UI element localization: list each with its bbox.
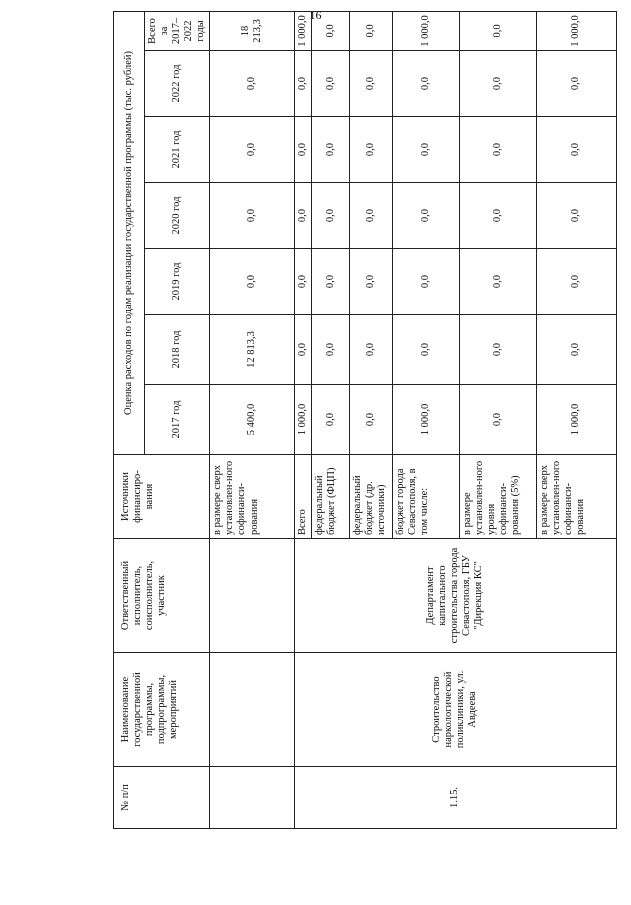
header-total: Всего за 2017–2022 годы xyxy=(145,11,210,50)
value-cell: 1 000,0 xyxy=(294,11,312,50)
value-cell: 0,0 xyxy=(312,385,350,455)
value-cell: 0,0 xyxy=(210,249,294,315)
rotated-table-wrapper xyxy=(113,12,617,829)
value-cell: 1 000,0 xyxy=(392,385,459,455)
item-responsible-org: ГБУ "Дирекция КС" xyxy=(461,555,485,630)
num-cell-empty xyxy=(210,767,294,829)
header-year-2022: 2022 год xyxy=(145,51,210,117)
value-cell: 0,0 xyxy=(350,385,392,455)
source-cell: Всего xyxy=(294,455,312,539)
value-cell: 0,0 xyxy=(350,117,392,183)
value-cell: 0,0 xyxy=(210,117,294,183)
header-source: Источники финансиро-вания xyxy=(114,455,210,539)
value-cell: 0,0 xyxy=(312,315,350,385)
page-number: 16 xyxy=(309,8,322,22)
value-cell: 0,0 xyxy=(350,11,392,50)
value-cell: 0,0 xyxy=(312,117,350,183)
name-cell-empty xyxy=(210,653,294,767)
item-num: 1.15. xyxy=(294,767,616,829)
budget-table xyxy=(113,11,617,829)
item-responsible xyxy=(294,539,616,653)
value-cell: 18 213,3 xyxy=(210,11,294,50)
value-cell: 0,0 xyxy=(294,249,312,315)
value-cell: 0,0 xyxy=(536,51,616,117)
value-cell: 1 000,0 xyxy=(392,11,459,50)
value-cell: 0,0 xyxy=(392,117,459,183)
value-cell: 1 000,0 xyxy=(536,11,616,50)
source-cell: федеральный бюджет (др. источники) xyxy=(350,455,392,539)
value-cell: 0,0 xyxy=(210,183,294,249)
value-cell: 0,0 xyxy=(312,51,350,117)
value-cell: 0,0 xyxy=(392,51,459,117)
header-name: Наименование государственной программы, подпрограммы, мероприятий xyxy=(114,653,210,767)
value-cell: 12 813,3 xyxy=(210,315,294,385)
value-cell: 0,0 xyxy=(459,315,536,385)
value-cell: 1 000,0 xyxy=(536,385,616,455)
item-name: Строительство наркологической поликлиники, ул. Авдеева xyxy=(294,653,616,767)
value-cell: 0,0 xyxy=(459,11,536,50)
responsible-cell-empty xyxy=(210,539,294,653)
value-cell: 0,0 xyxy=(459,249,536,315)
header-year-2018: 2018 год xyxy=(145,315,210,385)
value-cell: 0,0 xyxy=(392,183,459,249)
value-cell: 0,0 xyxy=(210,51,294,117)
source-cell: в размере сверх установлен-ного софинанси-рования xyxy=(210,455,294,539)
value-cell: 0,0 xyxy=(294,183,312,249)
value-cell: 0,0 xyxy=(536,249,616,315)
value-cell: 0,0 xyxy=(312,249,350,315)
value-cell: 0,0 xyxy=(459,385,536,455)
source-cell: бюджет города Севастополя, в том числе: xyxy=(392,455,459,539)
value-cell: 0,0 xyxy=(350,315,392,385)
value-cell: 0,0 xyxy=(312,183,350,249)
header-num: № п/п xyxy=(114,767,210,829)
value-cell: 0,0 xyxy=(459,51,536,117)
header-year-2019: 2019 год xyxy=(145,249,210,315)
value-cell: 0,0 xyxy=(392,249,459,315)
source-cell: в размере сверх установлен-ного софинанси-рования xyxy=(536,455,616,539)
value-cell: 0,0 xyxy=(536,183,616,249)
header-year-2021: 2021 год xyxy=(145,117,210,183)
value-cell: 1 000,0 xyxy=(294,385,312,455)
table-row xyxy=(294,11,312,828)
value-cell: 5 400,0 xyxy=(210,385,294,455)
value-cell: 0,0 xyxy=(294,51,312,117)
item-responsible-dept: Департамент капитального строительства города Севастополя, xyxy=(425,547,473,644)
value-cell: 0,0 xyxy=(459,117,536,183)
value-cell: 0,0 xyxy=(350,249,392,315)
value-cell: 0,0 xyxy=(350,51,392,117)
value-cell: 0,0 xyxy=(294,117,312,183)
header-responsible: Ответственный исполнитель, соисполнитель, участник xyxy=(114,539,210,653)
value-cell: 0,0 xyxy=(536,117,616,183)
value-cell: 0,0 xyxy=(536,315,616,385)
value-cell: 0,0 xyxy=(350,183,392,249)
header-year-2017: 2017 год xyxy=(145,385,210,455)
value-cell: 0,0 xyxy=(312,11,350,50)
header-estimate-group: Оценка расходов по годам реализации государственной программы (тыс. рублей) xyxy=(114,11,145,454)
table-row xyxy=(210,11,294,828)
source-cell: федеральный бюджет (ФЦП) xyxy=(312,455,350,539)
source-cell: в размере установлен-ного уровня софинанси-рования (5%) xyxy=(459,455,536,539)
value-cell: 0,0 xyxy=(392,315,459,385)
value-cell: 0,0 xyxy=(459,183,536,249)
value-cell: 0,0 xyxy=(294,315,312,385)
header-year-2020: 2020 год xyxy=(145,183,210,249)
